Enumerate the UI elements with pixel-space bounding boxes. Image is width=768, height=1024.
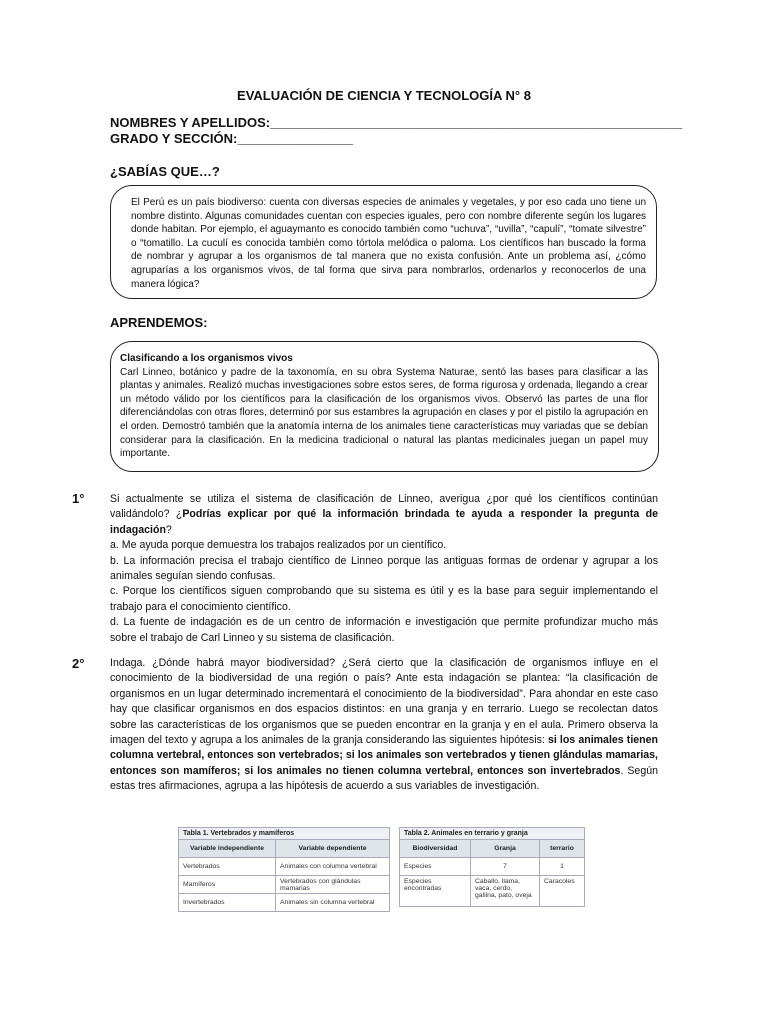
table-cell: Caracoles [540, 876, 585, 907]
question-1-bold: Podrías explicar por qué la información brindada te ayuda a responder la pregunta de indagación [110, 508, 659, 536]
table-2-header: terrario [540, 840, 585, 858]
table-2-grid [399, 839, 585, 907]
table-1-header: Variable dependiente [276, 840, 390, 858]
page-title: EVALUACIÓN DE CIENCIA Y TECNOLOGÍA N° 8 [237, 88, 531, 103]
table-2 [399, 827, 585, 907]
table-row [400, 840, 585, 858]
option-a: a. Me ayuda porque demuestra los trabajos realizados por un científico. [110, 539, 447, 552]
table-cell: 7 [471, 858, 540, 876]
table-cell: Caballo, llama, vaca, cerdo, gallina, pato, oveja [471, 876, 540, 907]
table-cell: Vertebrados [179, 858, 276, 876]
grade-field: GRADO Y SECCIÓN:________________ [110, 131, 354, 146]
option-b: b. La información precisa el trabajo científico de Linneo porque las antiguas formas de ordenar y agrupar a los animales seguían siendo confusas. [110, 554, 658, 583]
aprendemos-box [110, 341, 659, 472]
table-2-caption: Tabla 2. Animales en terrario y granja [399, 827, 585, 839]
question-2-number: 2° [72, 656, 85, 671]
table-cell: Especies encontradas [400, 876, 471, 907]
table-row [179, 840, 390, 858]
option-c: c. Porque los científicos siguen comprobando que su sistema es útil y es la base para seguir implementando el trabajo para el conocimiento científico. [110, 585, 658, 613]
table-2-header: Biodiversidad [400, 840, 471, 858]
table-cell: Animales sin columna vertebral [276, 894, 390, 912]
table-row [179, 876, 390, 894]
table-1-grid [178, 839, 390, 912]
table-1 [178, 827, 390, 912]
table-row [179, 894, 390, 912]
question-1-prompt [110, 492, 658, 538]
names-field: NOMBRES Y APELLIDOS:_________________________________________________________ [110, 115, 683, 130]
question-2 [110, 656, 658, 795]
table-cell: Vertebrados con glándulas mamarias [276, 876, 390, 894]
table-1-header: Variable independiente [179, 840, 276, 858]
aprendemos-content [120, 352, 648, 461]
table-cell: Mamíferos [179, 876, 276, 894]
question-1-number: 1° [72, 491, 85, 506]
aprendemos-heading: APRENDEMOS: [110, 315, 208, 330]
aprendemos-subtitle: Clasificando a los organismos vivos [120, 353, 293, 364]
table-cell: Invertebrados [179, 894, 276, 912]
table-2-header: Granja [471, 840, 540, 858]
sabias-heading: ¿SABÍAS QUE…? [110, 164, 220, 179]
question-1 [110, 492, 658, 646]
table-1-caption: Tabla 1. Vertebrados y mamíferos [178, 827, 390, 839]
question-2-text-2: . Según estas tres afirmaciones, agrupa a las hipótesis de acuerdo a sus variables de investigación. [110, 764, 658, 793]
table-cell: Animales con columna vertebral [276, 858, 390, 876]
table-row [179, 858, 390, 876]
question-1-intro: Si actualmente se utiliza el sistema de clasificación de Linneo, averigua ¿por qué los científicos continúan validándolo? ¿ [110, 493, 658, 521]
question-1-end: ? [165, 523, 172, 536]
aprendemos-text: Carl Linneo, botánico y padre de la taxonomía, en su obra Systema Naturae, sentó las bases para clasificar a las plantas y animales. Realizó muchas investigaciones sobre estos seres, de forma rigurosa y ordenada, llegando a crear un método válido por los científicos para la clasificación de los organismos vivos. Observó las partes de una flor diferenciándolas con otras flores, determinó por sus estambres la agrupación en clases y por el pistilo la agrupación en el orden. Demostró también que la anatomía interna de los animales tiene características muy variadas que se debían considerar para la clasificación. En la medicina tradicional o natural las plantas medicinales juegan un papel muy importante. [120, 366, 648, 460]
table-row [400, 876, 585, 907]
table-row [400, 858, 585, 876]
table-cell: 1 [540, 858, 585, 876]
question-2-text [110, 656, 658, 795]
table-cell: Especies [400, 858, 471, 876]
question-2-hypotheses: si los animales tienen columna vertebral, entonces son vertebrados; si los animales son vertebrados y tienen glándulas mamarias, entonces son mamíferos; si los animales no tienen columna vertebral, entonces son invertebrados [110, 734, 658, 777]
question-2-text-1: Indaga. ¿Dónde habrá mayor biodiversidad? ¿Será cierto que la clasificación de organismos influye en el conocimiento de la biodiversidad de una región o país? Ante esta indagación se plantea: “la clasificación de organismos en un lugar determinado incrementará el conocimiento de la biodiversidad”. Para ahondar en este caso hay que clasificar organismos en dos espacios distintos: en una granja y en terrario. Luego se recolectan datos sobre las características de los organismos que se pueden encontrar en la granja y en el aula. Primero observa la imagen del texto y agrupa a los animales de la granja considerando las siguientes hipótesis: [110, 657, 658, 747]
sabias-text: El Perú es un país biodiverso: cuenta con diversas especies de animales y vegetales, y por eso cada uno tiene un nombre distinto. Algunas comunidades cuentan con especies iguales, pero con nombre diferente según los lugares donde habitan. Por ejemplo, el aguaymanto es conocido también como “uchuva”, “uvilla”, “capulí”, “tomate silvestre” o “tomatillo. La cuculí es conocida también como tórtola melódica o paloma. Los científicos han buscado la forma de nombrar y agrupar a los organismos de tal manera que no exista confusión. Ante un problema así, ¿cómo agruparías a los organismos vivos, de tal forma que sirva para nombrarlos, ordenarlos y reconocerlos de una manera lógica? [131, 197, 646, 290]
option-d: d. La fuente de indagación es de un centro de información e investigación que permite profundizar mucho más sobre el trabajo de Carl Linneo y su sistema de clasificación. [110, 616, 658, 644]
sabias-box [110, 185, 657, 299]
